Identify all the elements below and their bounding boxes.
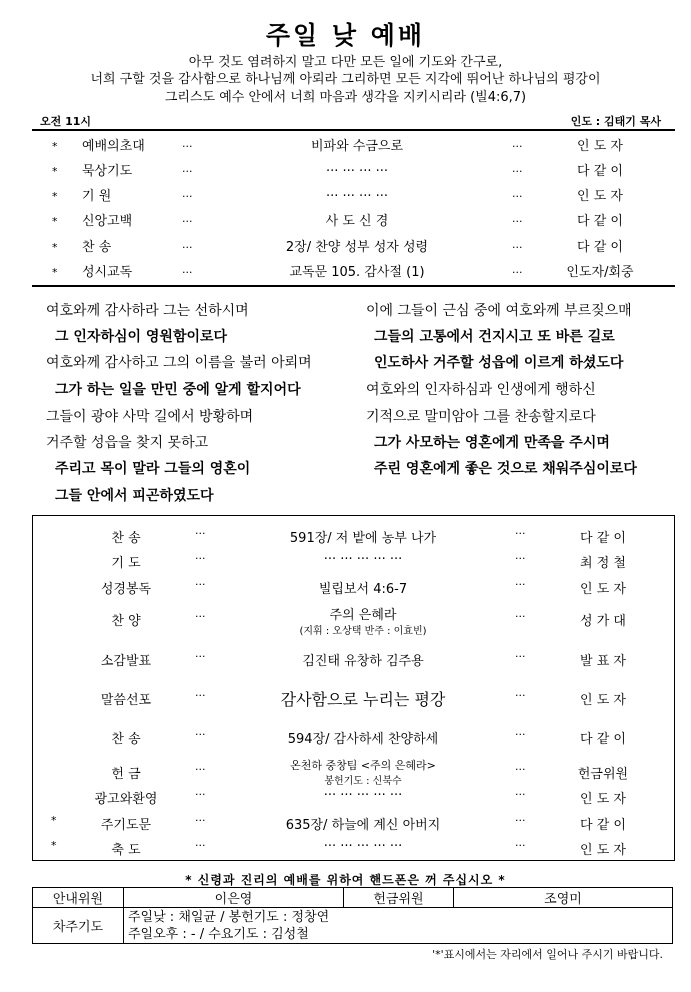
reading-line-congregation: 그가 사모하는 영혼에게 만족을 주시며 xyxy=(374,435,610,451)
order-row xyxy=(33,788,674,808)
order-item-name: 기 도 xyxy=(111,556,141,571)
order-item-person: 발 표 자 xyxy=(580,654,626,669)
dot-leader: ··· xyxy=(515,552,526,565)
dot-leader: ··· xyxy=(515,610,526,623)
dot-leader: ··· xyxy=(195,814,206,827)
dot-leader: ··· xyxy=(512,140,523,153)
order-item-content: ··· ··· ··· ··· xyxy=(326,189,388,204)
order-item-person: 인 도 자 xyxy=(577,189,623,204)
order-item-content: 교독문 105. 감사절 (1) xyxy=(289,265,425,280)
dot-leader: ··· xyxy=(182,266,193,279)
order-item-person: 다 같 이 xyxy=(577,214,623,229)
next-prayer-detail xyxy=(124,908,673,944)
order-row xyxy=(33,578,674,598)
order-row xyxy=(33,689,674,709)
reading-line-congregation: 이에 그들이 근심 중에 여호와께 부르짖으매 xyxy=(366,303,632,319)
order-item-subdetail: 봉헌기도 : 신북수 xyxy=(324,776,402,787)
required-standing-mark: * xyxy=(52,165,58,178)
order-row xyxy=(33,604,674,637)
required-standing-mark: * xyxy=(52,140,58,153)
order-item-name: 주기도문 xyxy=(100,818,152,833)
order-row xyxy=(32,235,675,260)
verse-line-3: 그리스도 예수 안에서 너희 마음과 생각을 지키시리라 (빌4:6,7) xyxy=(164,90,527,105)
order-item-content: ··· ··· ··· ··· xyxy=(326,164,388,179)
dot-leader: ··· xyxy=(515,788,526,801)
page-title: 주일 낮 예배 xyxy=(265,21,426,50)
reading-line-leader: 그 인자하심이 영원함이로다 xyxy=(55,329,228,345)
order-item-name: 성시교독 xyxy=(82,265,133,280)
order-item-content: 635장/ 하늘에 계신 아버지 xyxy=(285,818,441,833)
dot-leader: ··· xyxy=(182,241,193,254)
order-item-content: 김진태 유창하 김주용 xyxy=(302,654,424,669)
order-row xyxy=(33,552,674,572)
dot-leader: ··· xyxy=(515,728,526,741)
order-item-person: 인도자/회중 xyxy=(566,265,634,280)
dot-leader: ··· xyxy=(512,241,523,254)
dot-leader: ··· xyxy=(512,215,523,228)
guide-label: 안내위원 xyxy=(33,888,124,908)
required-standing-mark: * xyxy=(51,814,57,827)
dot-leader: ··· xyxy=(515,763,526,776)
dot-leader: ··· xyxy=(195,650,206,663)
dot-leader: ··· xyxy=(515,689,526,702)
offering-label: 헌금위원 xyxy=(344,888,454,908)
reading-line-leader: 주리고 목이 말라 그들의 영혼이 xyxy=(55,461,251,477)
order-item-name: 기 원 xyxy=(82,189,112,204)
guide-name: 이은영 xyxy=(124,888,344,908)
order-row xyxy=(33,757,674,787)
dot-leader: ··· xyxy=(515,839,526,852)
dot-leader: ··· xyxy=(182,190,193,203)
dot-leader: ··· xyxy=(512,266,523,279)
dot-leader: ··· xyxy=(195,689,206,702)
order-item-name: 말씀선포 xyxy=(100,693,152,708)
dot-leader: ··· xyxy=(195,788,206,801)
order-item-person: 다 같 이 xyxy=(580,531,626,546)
order-item-content: 온천하 중창팀 <주의 은혜라> xyxy=(290,759,436,772)
order-item-name: 신앙고백 xyxy=(82,214,133,229)
order-item-person: 성 가 대 xyxy=(580,614,626,629)
dot-leader: ··· xyxy=(182,140,193,153)
order-item-person: 인 도 자 xyxy=(580,582,626,597)
phone-notice: * 신령과 진리의 예배를 위하여 핸드폰은 꺼 주십시오 * xyxy=(185,873,506,887)
order-item-name: 헌 금 xyxy=(111,767,141,782)
reading-line-congregation: 인도하사 거주할 성읍에 이르게 하셨도다 xyxy=(374,355,624,371)
order-item-content: 주의 은혜라 xyxy=(329,608,397,623)
dot-leader: ··· xyxy=(182,165,193,178)
order-item-name: 찬 송 xyxy=(111,531,141,546)
required-standing-mark: * xyxy=(52,190,58,203)
order-item-person: 인 도 자 xyxy=(580,843,626,858)
order-part-1 xyxy=(32,129,675,287)
order-item-content: ··· ··· ··· ··· ··· xyxy=(323,839,403,854)
next-prayer-label: 차주기도 xyxy=(33,908,124,944)
service-time: 오전 11시 xyxy=(40,115,92,128)
order-item-person: 인 도 자 xyxy=(580,693,626,708)
order-item-subdetail: (지휘 : 오상택 반주 : 이효빈) xyxy=(299,626,427,637)
required-standing-mark: * xyxy=(52,266,58,279)
next-prayer-line-2: 주일오후 : - / 수요기도 : 김성철 xyxy=(128,926,309,942)
order-row xyxy=(32,209,675,234)
order-item-content: 594장/ 감사하세 찬양하세 xyxy=(287,732,439,747)
order-item-content: 감사함으로 누리는 평강 xyxy=(280,690,446,709)
reading-line-leader: 여호와께 감사하고 그의 이름을 불러 아뢰며 xyxy=(46,355,312,371)
order-item-person: 인 도 자 xyxy=(577,139,623,154)
order-row xyxy=(33,527,674,547)
verse-line-1: 아무 것도 염려하지 말고 다만 모든 일에 기도와 간구로, xyxy=(188,55,503,70)
order-row xyxy=(33,650,674,670)
order-row xyxy=(32,184,675,209)
order-item-content: ··· ··· ··· ··· ··· xyxy=(323,788,403,803)
order-row xyxy=(33,814,674,834)
order-row xyxy=(32,260,675,285)
order-item-name: 묵상기도 xyxy=(82,164,133,179)
required-standing-mark: * xyxy=(52,241,58,254)
order-row xyxy=(33,728,674,748)
dot-leader: ··· xyxy=(195,839,206,852)
footnote: '*'표시에서는 자리에서 일어나 주시기 바랍니다. xyxy=(432,948,663,961)
order-item-name: 광고와환영 xyxy=(94,792,158,807)
required-standing-mark: * xyxy=(52,215,58,228)
offering-name: 조영미 xyxy=(454,888,673,908)
reading-line-congregation: 주린 영혼에게 좋은 것으로 채워주심이로다 xyxy=(374,461,637,477)
order-item-name: 예배의초대 xyxy=(82,139,145,154)
order-item-person: 최 정 철 xyxy=(580,556,626,571)
reading-line-leader: 여호와께 감사하라 그는 선하시며 xyxy=(46,303,249,319)
reading-line-congregation: 여호와의 인자하심과 인생에게 행하신 xyxy=(366,382,596,398)
dot-leader: ··· xyxy=(195,728,206,741)
order-part-2 xyxy=(32,515,675,861)
order-row xyxy=(33,839,674,859)
dot-leader: ··· xyxy=(195,552,206,565)
staff-table xyxy=(32,887,673,944)
reading-line-congregation: 기적으로 말미암아 그를 찬송할지로다 xyxy=(366,409,596,425)
order-item-name: 성경봉독 xyxy=(100,582,152,597)
dot-leader: ··· xyxy=(195,527,206,540)
order-item-person: 다 같 이 xyxy=(580,732,626,747)
dot-leader: ··· xyxy=(182,215,193,228)
dot-leader: ··· xyxy=(515,650,526,663)
required-standing-mark: * xyxy=(51,839,57,852)
dot-leader: ··· xyxy=(195,763,206,776)
verse-line-2: 너희 구할 것을 감사함으로 하나님께 아뢰라 그리하면 모든 지각에 뛰어난 하나님의 평강이 xyxy=(90,72,601,87)
order-item-name: 축 도 xyxy=(111,843,141,858)
order-row xyxy=(32,159,675,184)
order-item-content: 빌립보서 4:6-7 xyxy=(318,582,408,597)
dot-leader: ··· xyxy=(195,578,206,591)
order-item-person: 인 도 자 xyxy=(580,792,626,807)
reading-line-congregation: 그들의 고통에서 건지시고 또 바른 길로 xyxy=(374,329,615,345)
dot-leader: ··· xyxy=(515,814,526,827)
order-item-name: 찬 송 xyxy=(82,240,112,255)
order-item-content: 2장/ 찬양 성부 성자 성령 xyxy=(285,240,429,255)
reading-line-leader: 그들 안에서 피곤하였도다 xyxy=(55,488,214,504)
order-item-name: 소감발표 xyxy=(100,654,152,669)
order-item-content: ··· ··· ··· ··· ··· xyxy=(323,552,403,567)
dot-leader: ··· xyxy=(195,610,206,623)
order-item-content: 사 도 신 경 xyxy=(325,214,389,229)
dot-leader: ··· xyxy=(515,578,526,591)
order-item-person: 다 같 이 xyxy=(580,818,626,833)
reading-line-leader: 거주할 성읍을 찾지 못하고 xyxy=(46,435,209,451)
order-item-person: 다 같 이 xyxy=(577,164,623,179)
order-item-person: 다 같 이 xyxy=(577,240,623,255)
order-item-name: 찬 양 xyxy=(111,614,141,629)
order-item-person: 헌금위원 xyxy=(577,767,629,782)
next-prayer-line-1: 주일낮 : 채일균 / 봉헌기도 : 정창연 xyxy=(128,909,330,925)
dot-leader: ··· xyxy=(512,190,523,203)
order-item-name: 찬 송 xyxy=(111,732,141,747)
service-leader: 인도 : 김태기 목사 xyxy=(570,115,661,128)
reading-line-leader: 그가 하는 일을 만민 중에 알게 할지어다 xyxy=(55,382,301,398)
dot-leader: ··· xyxy=(515,527,526,540)
order-row xyxy=(32,134,675,159)
reading-line-leader: 그들이 광야 사막 길에서 방황하며 xyxy=(46,409,254,425)
dot-leader: ··· xyxy=(512,165,523,178)
order-item-content: 591장/ 저 밭에 농부 나가 xyxy=(289,531,437,546)
order-item-content: 비파와 수금으로 xyxy=(310,139,404,154)
